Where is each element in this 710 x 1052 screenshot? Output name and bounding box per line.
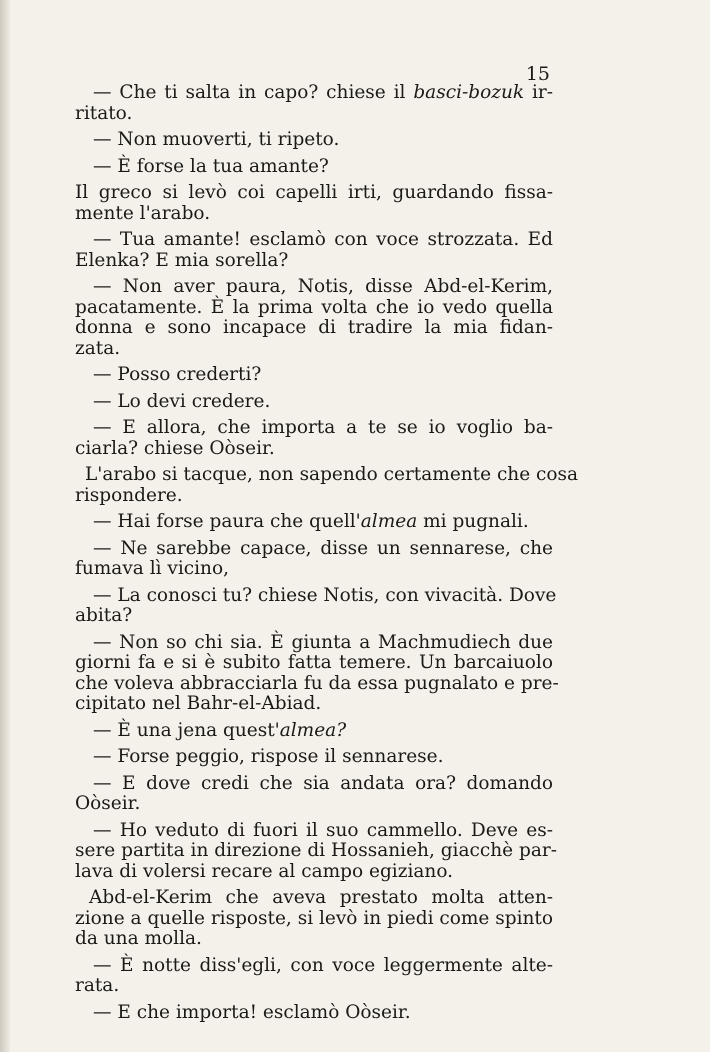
text-line: [75, 559, 553, 580]
line-text: — Posso crederti?: [93, 364, 262, 385]
line-text: abita?: [75, 605, 133, 626]
text-line: [75, 1003, 553, 1024]
text-line: [75, 298, 553, 319]
line-text: — Hai forse paura che quell': [93, 511, 361, 532]
line-text: — Ho veduto di fuori il suo cammello. Deve es-: [93, 819, 553, 841]
line-text: — Non aver paura, Notis, disse Abd-el-Kerim,: [93, 276, 553, 297]
line-text: lava di volersi recare al campo egiziano.: [75, 860, 454, 882]
line-text: ciarla? chiese Oòseir.: [75, 437, 275, 459]
line-text: — Ne sarebbe capace, disse un sennarese, che: [93, 537, 553, 559]
line-text: — Lo devi credere.: [93, 390, 271, 412]
line-text: Abd-el-Kerim che aveva prestato molta atten-: [89, 887, 553, 908]
line-text: — Che ti salta in capo? chiese il: [93, 82, 414, 103]
line-text: rispondere.: [75, 484, 183, 506]
line-text-after: mi pugnali.: [417, 511, 529, 532]
line-text: giorni fa e si è subito fatta temere. Un barcaiuolo: [75, 652, 553, 673]
text-line: [75, 539, 553, 560]
text-line: [75, 633, 553, 654]
text-line: [75, 486, 553, 507]
line-text: donna e sono incapace di tradire la mia fidan-: [75, 317, 553, 338]
text-line: [75, 584, 557, 607]
line-text-after: ir-: [524, 82, 553, 103]
text-line: [75, 418, 553, 439]
line-text: — Non muoverti, ti ripeto.: [93, 129, 340, 150]
line-text: fumava lì vicino,: [75, 558, 229, 579]
text-line: [75, 606, 553, 627]
text-line: [75, 888, 553, 909]
text-line: [75, 721, 553, 742]
line-text: — Forse peggio, rispose il sennarese.: [93, 746, 444, 767]
line-text: Oòseir.: [75, 793, 141, 814]
line-text: — E allora, che importa a te se io voglio ba-: [93, 417, 553, 438]
page-number: 15: [525, 63, 550, 85]
text-line: [75, 840, 557, 862]
text-line: [75, 230, 553, 251]
text-line: [75, 277, 553, 298]
text-line: [75, 204, 553, 225]
text-line: [75, 976, 553, 997]
line-text: Elenka? E mia sorella?: [75, 249, 289, 271]
line-text: — Non so chi sia. È giunta a Machmudiech due: [93, 631, 553, 653]
text-line: [75, 821, 553, 842]
text-line: [75, 909, 553, 930]
text-line: [75, 774, 553, 795]
text-line: [75, 104, 553, 125]
line-text: ritato.: [75, 102, 133, 124]
line-italic-text: basci-bozuk: [413, 82, 525, 103]
text-line: [75, 392, 553, 413]
body-text: [75, 82, 579, 1023]
text-line: [75, 956, 553, 977]
line-text: — La conosci tu? chiese Notis, con vivacità. Dove: [93, 584, 557, 606]
text-line: [75, 130, 553, 151]
line-text: da una molla.: [75, 928, 202, 949]
text-line: [75, 694, 553, 715]
line-italic-text: almea: [360, 511, 418, 532]
text-line: [75, 83, 553, 104]
text-line: [75, 512, 553, 533]
line-text: — È notte diss'egli, con voce leggermente alte-: [93, 954, 553, 976]
line-text: L'arabo si tacque, non sapendo certamente che cosa: [85, 464, 579, 485]
text-line: [75, 157, 553, 178]
text-line: [75, 747, 553, 768]
line-text: sere partita in direzione di Hossanieh, giacchè par-: [75, 840, 557, 861]
line-text: — È forse la tua amante?: [93, 155, 329, 177]
text-line: [75, 862, 553, 883]
text-line: [75, 339, 553, 360]
line-text: mente l'arabo.: [75, 202, 211, 224]
text-line: [75, 251, 553, 272]
line-text: zione a quelle risposte, si levò in piedi come spinto: [75, 907, 553, 929]
line-text: rata.: [75, 975, 120, 996]
line-text: cipitato nel Bahr-el-Abiad.: [75, 693, 322, 714]
line-text: che voleva abbracciarla fu da essa pugnalato e pre-: [75, 672, 559, 694]
line-text: zata.: [75, 337, 121, 359]
text-line: [75, 318, 553, 339]
text-line: [75, 439, 553, 460]
text-line: [75, 464, 579, 486]
text-line: [75, 929, 553, 950]
line-text: — E che importa! esclamò Oòseir.: [93, 1001, 411, 1023]
line-text: pacatamente. È la prima volta che io vedo quella: [75, 296, 553, 318]
text-line: [75, 365, 553, 386]
text-line: [75, 653, 553, 674]
line-italic-text: almea?: [279, 719, 347, 741]
line-text: Il greco si levò coi capelli irti, guardando fissa-: [75, 182, 553, 203]
text-line: [75, 794, 553, 815]
line-text: — Tua amante! esclamò con voce strozzata. Ed: [93, 229, 553, 250]
text-line: [75, 672, 559, 695]
text-line: [75, 183, 553, 204]
page-spine-shadow: [0, 0, 10, 1052]
line-text: — E dove credi che sia andata ora? domando: [93, 772, 553, 794]
line-text: — È una jena quest': [93, 719, 280, 741]
